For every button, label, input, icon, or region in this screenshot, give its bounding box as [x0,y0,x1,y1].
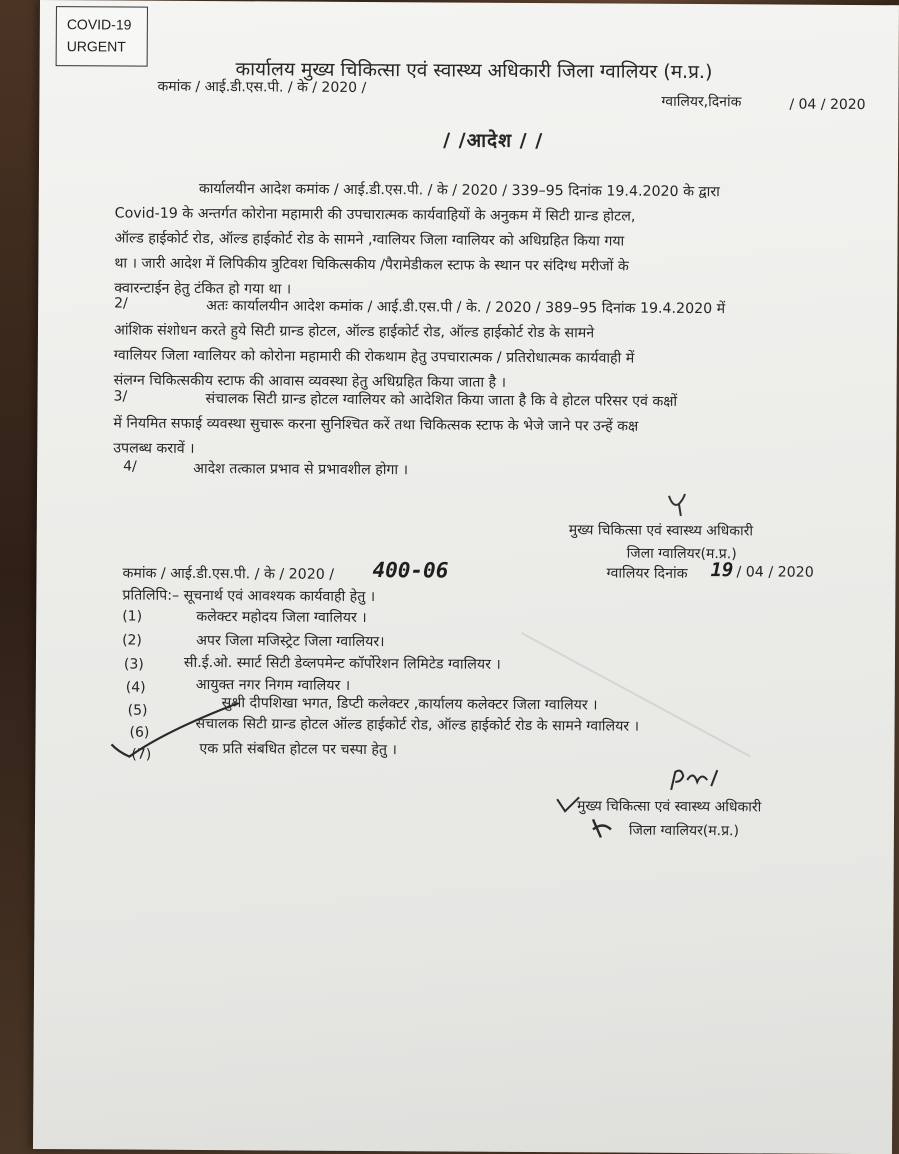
paragraph-line: Covid-19 के अन्तर्गत कोरोना महामारी की उपचारात्मक कार्यवाहियों के अनुकम में सिटी ग्रान्ड होटल, [114,205,636,225]
endorsement-date-rest: / 04 / 2020 [736,564,814,581]
stamp-line-urgent: URGENT [66,38,126,55]
list-item-text: एक प्रति संबधित होटल पर चस्पा हेतु । [199,740,397,759]
list-item-text: सी.ई.ओ. स्मार्ट सिटी डेव्लपमेन्ट कॉर्पोरेशन लिमिटेड ग्वालियर । [183,654,501,673]
reference-number: कमांक / आई.डी.एस.पी. / के / 2020 / [157,78,367,96]
list-item-text: कलेक्टर महोदय जिला ग्वालियर । [196,608,367,627]
paragraph-line: उपलब्ध करावें । [113,440,195,457]
order-heading: / /आदेश / / [443,129,544,153]
signatory-designation: मुख्य चिकित्सा एवं स्वास्थ्य अधिकारी [577,798,762,816]
list-item-number: (6) [129,724,150,741]
list-item-number: (7) [131,746,152,763]
document-page [33,0,899,1154]
paragraph-line: आंशिक संशोधन करते हुये सिटी ग्रान्ड होटल, ऑल्ड हाईकोर्ट रोड, ऑल्ड हाईकोर्ट रोड के सामने [113,322,595,342]
paragraph-line: था । जारी आदेश में लिपिकीय त्रुटिवश चिकित्सकीय /पैरामेडीकल स्टाफ के स्थान पर संदिग्ध मरीजों के [114,255,629,275]
initial-mark [589,815,615,841]
paragraph-line: में नियमित सफाई व्यवस्था सुचारू करना सुनिश्चित करें तथा चिकित्सक स्टाफ के भेजे जाने पर उन्हें कक्ष [113,415,639,435]
paragraph-number: 2/ [114,295,128,312]
signatory-designation: मुख्य चिकित्सा एवं स्वास्थ्य अधिकारी [568,522,754,540]
paragraph-line: संचालक सिटी ग्रान्ड होटल ग्वालियर को आदेशित किया जाता है कि वे होटल परिसर एवं कक्षों [205,391,678,410]
paragraph-line: कार्यालयीन आदेश कमांक / आई.डी.एस.पी. / के / 2020 / 339–95 दिनांक 19.4.2020 के द्वारा [198,180,720,201]
paragraph-line: ऑल्ड हाईकोर्ट रोड, ऑल्ड हाईकोर्ट रोड के सामने ,ग्वालियर जिला ग्वालियर को अधिग्रहित किया गया [114,230,625,250]
signatory-district: जिला ग्वालियर(म.प्र.) [628,822,740,840]
paragraph-line: संलग्न चिकित्सकीय स्टाफ की आवास व्यवस्था हेतु अधिग्रहित किया जाता है । [113,372,507,391]
endorsement-date-label: ग्वालियर दिनांक [606,565,688,582]
list-item-text: अपर जिला मजिस्ट्रेट जिला ग्वालियर। [196,632,385,651]
date-value: / 04 / 2020 [789,96,866,114]
paragraph-line: अतः कार्यालयीन आदेश कमांक / आई.डी.एस.पी / के. / 2020 / 389–95 दिनांक 19.4.2020 में [206,298,726,318]
paragraph-number: 3/ [113,388,128,405]
handwritten-signature [667,766,727,794]
initial-signature-mark [665,492,695,518]
list-item-number: (5) [127,702,148,719]
list-item-number: (4) [125,679,146,696]
endorsement-ref: कमांक / आई.डी.एस.पी. / के / 2020 / [122,565,335,583]
list-item-text: आयुक्त नगर निगम ग्वालियर । [195,676,351,694]
urgent-stamp [56,6,148,67]
list-item-number: (3) [123,656,144,673]
endorsement-ref-handwritten: 400-06 [372,558,449,583]
list-item-text: सुश्री दीपशिखा भगत, डिप्टी कलेक्टर ,कार्यालय कलेक्टर जिला ग्वालियर । [221,695,598,714]
list-item-text: संचालक सिटी ग्रान्ड होटल ऑल्ड हाईकोर्ट रोड, ऑल्ड हाईकोर्ट रोड के सामने ग्वालियर । [195,715,640,735]
office-title: कार्यालय मुख्य चिकित्सा एवं स्वास्थ्य अधिकारी जिला ग्वालियर (म.प्र.) [235,58,713,84]
list-item-number: (2) [122,632,142,649]
endorsement-date-day: 19 [710,559,734,582]
stamp-line-covid: COVID-19 [66,16,132,33]
copy-intro: प्रतिलिपि:– सूचनार्थ एवं आवश्यक कार्यवाही हेतु । [122,587,376,606]
handwritten-tick-mark [105,700,245,761]
paragraph-line: आदेश तत्काल प्रभाव से प्रभावशील होगा । [193,460,409,479]
paragraph-line: क्वारन्टाईन हेतु टंकित हो गया था । [114,280,292,298]
date-label: ग्वालियर,दिनांक [661,93,742,111]
paragraph-number: 4/ [123,458,137,475]
paragraph-line: ग्वालियर जिला ग्वालियर को कोरोना महामारी की रोकथाम हेतु उपचारात्मक / प्रतिरोधात्मक कार्यवाही में [113,347,635,367]
signatory-district: जिला ग्वालियर(म.प्र.) [626,545,737,563]
list-item-number: (1) [122,608,143,625]
